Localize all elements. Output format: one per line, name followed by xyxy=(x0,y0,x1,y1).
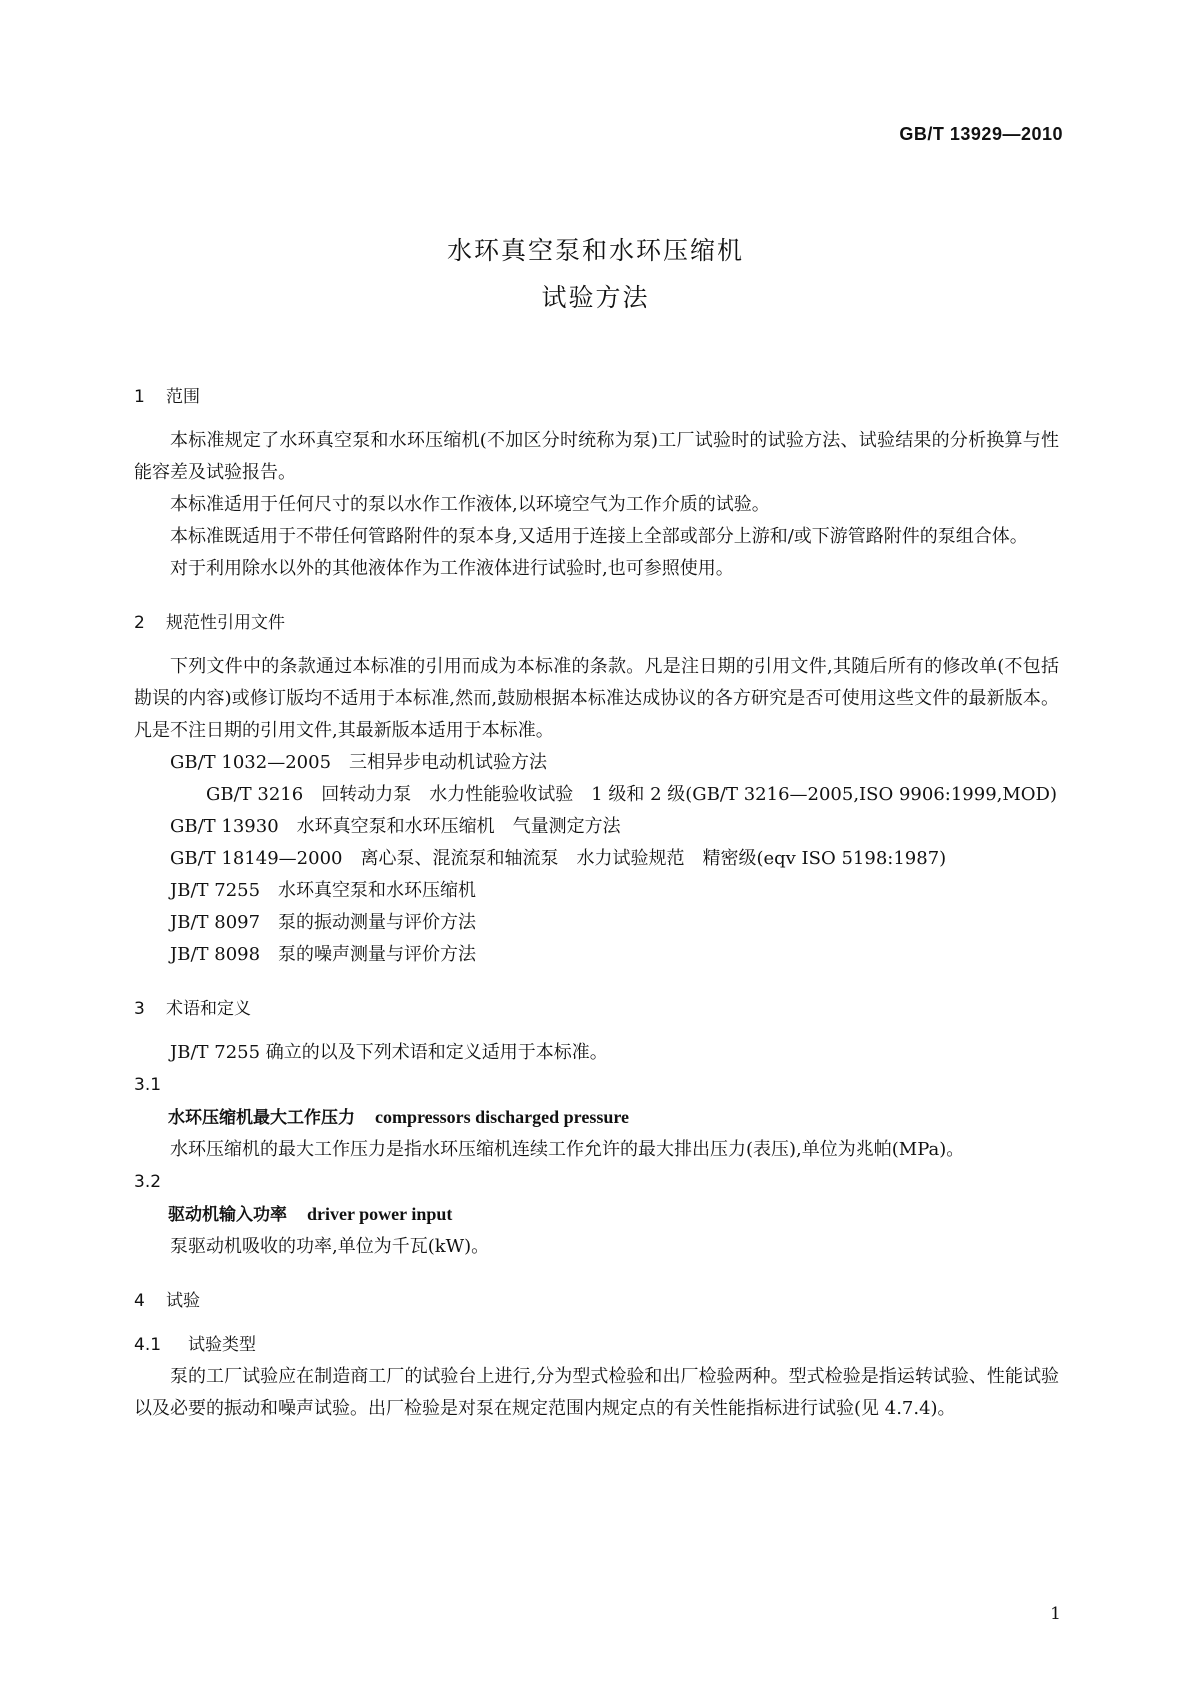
term-number: 3.1 xyxy=(134,1075,162,1095)
reference-title: 三相异步电动机试验方法 xyxy=(349,752,548,773)
reference-item xyxy=(134,843,1059,875)
section-title: 试验 xyxy=(166,1291,200,1311)
reference-title: 水环真空泵和水环压缩机 xyxy=(278,880,477,901)
section-title: 规范性引用文件 xyxy=(166,613,285,633)
reference-code: JB/T 8098 xyxy=(170,944,261,965)
reference-item xyxy=(134,811,1059,843)
section-3-heading xyxy=(134,993,1059,1025)
paragraph: 本标准规定了水环真空泵和水环压缩机(不加区分时统称为泵)工厂试验时的试验方法、试验结果的分析换算与性能容差及试验报告。 xyxy=(134,430,1059,483)
reference-title: 泵的噪声测量与评价方法 xyxy=(278,944,477,965)
reference-code: JB/T 7255 xyxy=(170,880,261,901)
page-number: 1 xyxy=(1050,1604,1061,1624)
reference-title: 水环真空泵和水环压缩机 气量测定方法 xyxy=(296,816,621,837)
term-chinese: 驱动机输入功率 xyxy=(168,1205,287,1225)
term-chinese: 水环压缩机最大工作压力 xyxy=(168,1108,355,1128)
document-title: 水环真空泵和水环压缩机 xyxy=(446,236,744,265)
reference-code: GB/T 18149—2000 xyxy=(170,848,343,869)
reference-code: JB/T 8097 xyxy=(170,912,261,933)
section-1-heading xyxy=(134,381,1059,413)
paragraph: 本标准既适用于不带任何管路附件的泵本身,又适用于连接上全部或部分上游和/或下游管路附件的泵组合体。 xyxy=(170,526,1028,547)
reference-code: GB/T 1032—2005 xyxy=(170,752,332,773)
subsection-4-1-heading xyxy=(134,1329,1059,1361)
paragraph: 本标准适用于任何尺寸的泵以水作工作液体,以环境空气为工作介质的试验。 xyxy=(170,494,770,515)
reference-item xyxy=(134,907,1059,939)
section-number: 3 xyxy=(134,999,145,1019)
reference-title: 离心泵、混流泵和轴流泵 水力试验规范 精密级(eqv ISO 5198:1987) xyxy=(360,848,947,869)
document-subtitle: 试验方法 xyxy=(541,283,650,312)
term-entry xyxy=(134,1198,1059,1231)
section-2-heading xyxy=(134,607,1059,639)
reference-item xyxy=(134,875,1059,907)
term-english: driver power input xyxy=(307,1204,453,1224)
section-number: 1 xyxy=(134,387,145,407)
term-definition: 泵驱动机吸收的功率,单位为千瓦(kW)。 xyxy=(170,1236,490,1257)
section-title: 范围 xyxy=(166,387,200,407)
section-number: 4 xyxy=(134,1291,145,1311)
term-english: compressors discharged pressure xyxy=(375,1107,629,1127)
term-number: 3.2 xyxy=(134,1172,162,1192)
section-4-heading xyxy=(134,1285,1059,1317)
term-entry xyxy=(134,1101,1059,1134)
paragraph: 泵的工厂试验应在制造商工厂的试验台上进行,分为型式检验和出厂检验两种。型式检验是指运转试验、性能试验以及必要的振动和噪声试验。出厂检验是对泵在规定范围内规定点的有关性能指标进行试验(见 4.7.4)。 xyxy=(134,1366,1059,1419)
reference-code: GB/T 13930 xyxy=(170,816,279,837)
reference-item xyxy=(134,939,1059,971)
reference-item xyxy=(134,747,1059,779)
section-title: 术语和定义 xyxy=(166,999,251,1019)
term-definition: 水环压缩机的最大工作压力是指水环压缩机连续工作允许的最大排出压力(表压),单位为兆帕(MPa)。 xyxy=(170,1139,965,1160)
subsection-title: 试验类型 xyxy=(188,1335,256,1355)
paragraph: 对于利用除水以外的其他液体作为工作液体进行试验时,也可参照使用。 xyxy=(170,558,734,579)
standard-number: GB/T 13929—2010 xyxy=(899,124,1063,144)
subsection-number: 4.1 xyxy=(134,1335,162,1355)
reference-title: 泵的振动测量与评价方法 xyxy=(278,912,477,933)
reference-title: 回转动力泵 水力性能验收试验 1 级和 2 级(GB/T 3216—2005,ISO 9906:1999,MOD) xyxy=(321,784,1058,805)
paragraph: JB/T 7255 确立的以及下列术语和定义适用于本标准。 xyxy=(170,1042,608,1063)
reference-item xyxy=(134,779,1059,811)
document-body xyxy=(134,373,1059,1425)
reference-code: GB/T 3216 xyxy=(206,784,304,805)
section-number: 2 xyxy=(134,613,145,633)
paragraph: 下列文件中的条款通过本标准的引用而成为本标准的条款。凡是注日期的引用文件,其随后所有的修改单(不包括勘误的内容)或修订版均不适用于本标准,然而,鼓励根据本标准达成协议的各方研究是否可使用这些文件的最新版本。凡是不注日期的引用文件,其最新版本适用于本标准。 xyxy=(134,656,1059,741)
